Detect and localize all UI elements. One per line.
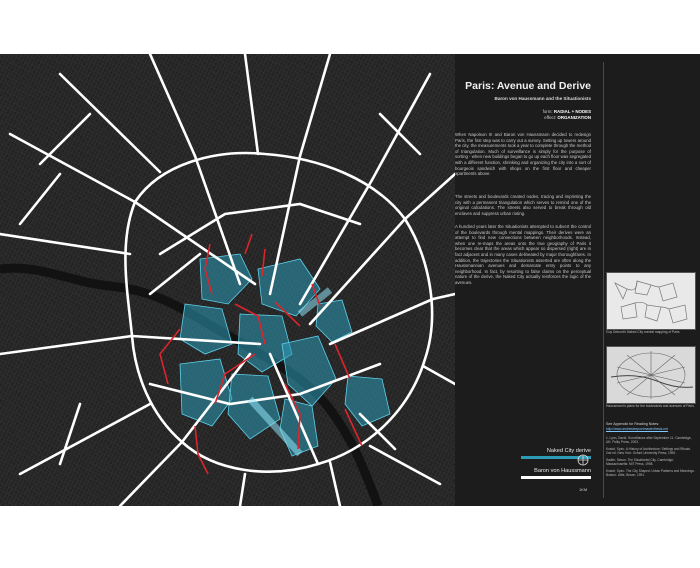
form-value: RADIAL + NODES (553, 109, 591, 114)
haussmann-figure (606, 346, 696, 404)
naked-city-figure (606, 272, 696, 330)
naked-city-sketch-icon (607, 273, 695, 329)
effect-line (455, 115, 591, 120)
reference-4: Kostof, Spiro. The City Shaped: Urban Patterns and Meanings. Boston: Little, Brown, 1991. (606, 469, 695, 477)
legend-haussmann-label: Baron von Haussmann (534, 468, 591, 474)
paris-map (0, 54, 455, 506)
poster-board (0, 54, 700, 506)
text-panel (455, 54, 700, 506)
references-heading: See Appendix for Reading Notes: (606, 422, 660, 426)
scale-label: 1KM (579, 487, 588, 492)
figure-caption-2: Haussmann's plans for the boulevards and avenues of Paris (606, 404, 694, 408)
paragraph-2: The streets and boulevards created nodes, tracing and imprinting the city with a permanent triangulation which serves to remind one of the original calculations. The streets also served to break through old enclaves and suppress urban rioting. (455, 194, 591, 216)
form-label: form: (542, 109, 553, 114)
legend-naked-city-label: Naked City derive (546, 448, 591, 454)
page-title: Paris: Avenue and Derive (465, 80, 591, 92)
reference-2: Kostof, Spiro. A History of Architecture: Settings and Rituals. 2nd ed. New York: Oxford University Press, 1995. (606, 447, 691, 455)
form-line (455, 109, 591, 114)
paragraph-3: A hundred years later the Situationists attempted to subvert the control of the boulevards through mental mappings. Their derives were an attempt to find new connections between neighborhoods. Instead, when one re-maps the areas onto the true geography of Paris it becomes clear that the areas which appear so dispersed (right) are in fact adjacent and in many cases delineated by major thoroughfares. In addition, the trajectories the Situationists asserted are often along the Haussmannian avenues and demarcate entry points to any neighborhood. In fact, by resorting to false claims on the perceptual nature of the derive, the Naked City actually reinforces the logic of the avenues. (455, 224, 591, 285)
north-arrow-icon (577, 454, 589, 466)
reference-3: Sadler, Simon. The Situationist City. Cambridge, Massachusetts: MIT Press, 1998. (606, 458, 674, 466)
panel-divider (603, 62, 604, 498)
reference-1: 1. Lyon, David. Surveillance after September 11. Cambridge, UK: Polity Press, 2003. (606, 436, 692, 444)
haussmann-plan-icon (607, 347, 695, 403)
page-subtitle: Baron von Haussmann and the Situationists (494, 96, 591, 101)
figure-caption-1: Guy Debord's Naked City mental mapping of Paris (606, 330, 680, 334)
legend-haussmann-swatch (521, 476, 591, 479)
effect-value: ORGANIZATION (557, 115, 591, 120)
effect-label: effect: (544, 115, 557, 120)
references-link[interactable]: http://www.andrewleepoetmasterthesis.net (606, 427, 668, 431)
paragraph-1: When Napoleon III and Baron von Haussmann decided to redesign Paris, the first step was to carry out a survey. Setting up towers around the city, the measurements took a year to complete through the method of triangulation. Much of surveillance is simply for the purpose of sorting - when new buildings began to go up each floor was segregated with a different function, shrinking and organizing the city into a sort of bourgeois sandwich with shops on the first floor and cheaper apartments above. (455, 132, 591, 177)
